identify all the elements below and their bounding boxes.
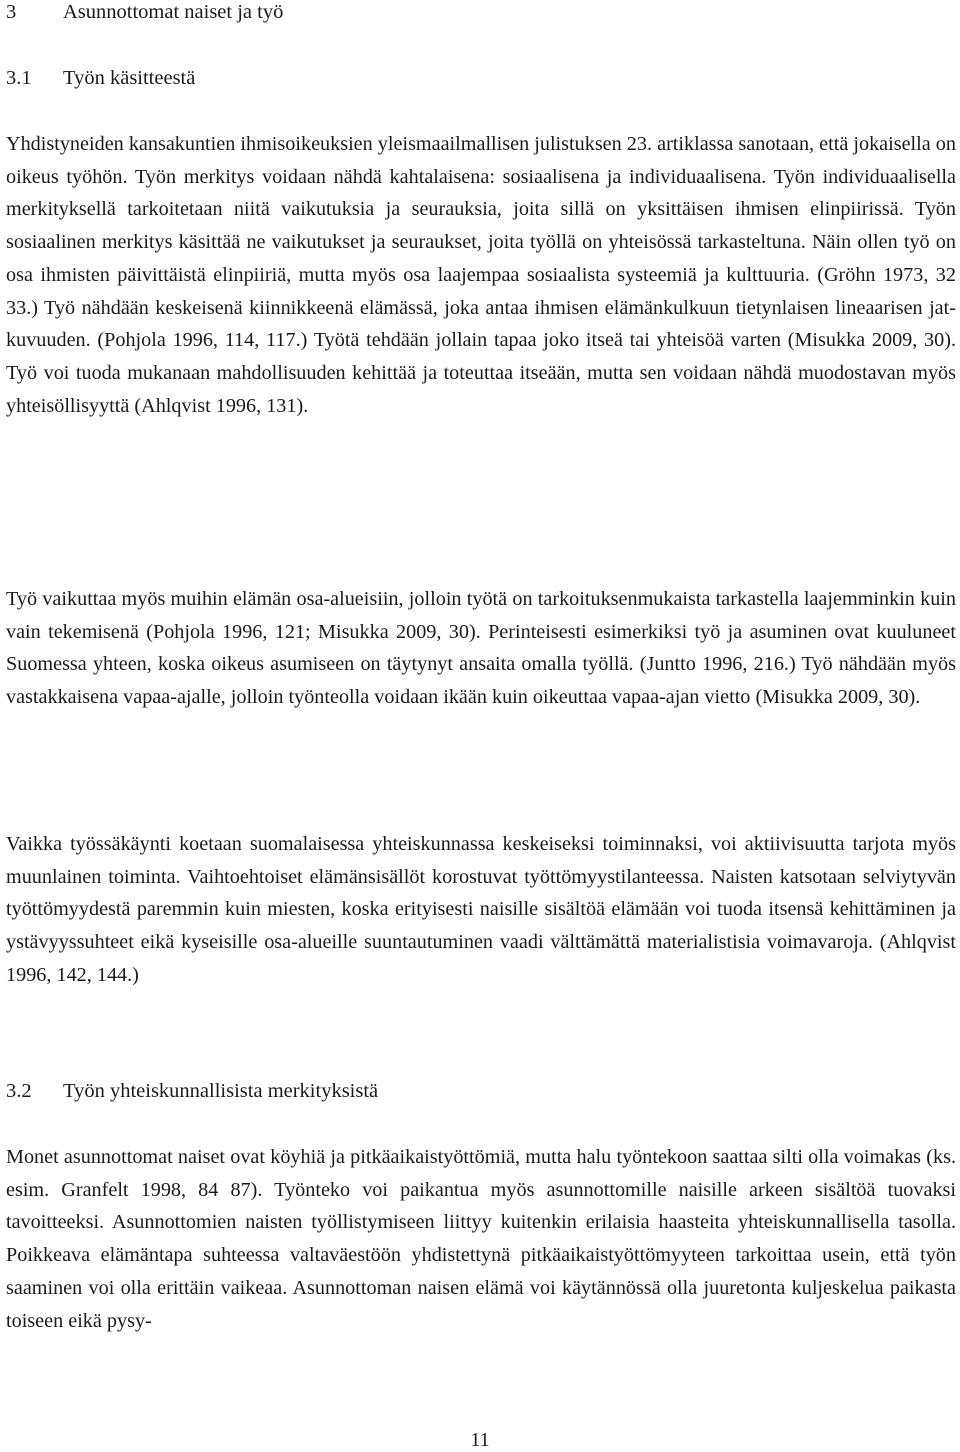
section-heading-2: [6, 1079, 378, 1103]
section-number-2: 3.2: [6, 1080, 32, 1102]
section-title-1: Työn käsitteestä: [63, 67, 196, 89]
paragraph: Yhdistyneiden kansakuntien ihmisoikeuksien yleismaailmallisen julistuksen 23. artiklassa sanotaan, että jokaisella on oikeus työhön. Työn merkitys voidaan nähdä kahtalaisena: sosiaalisena ja individuaalisena. Työn individuaalisella merkityksellä tarkoitetaan niitä vaikutuksia ja seurauksia, joita sillä on yksittäisen ihmisen elinpiirissä. Työn sosiaalinen merkitys käsittää ne vaikutukset ja seuraukset, joita työllä on yhteisössä tarkasteltuna. Näin ollen työ on osa ihmisten päivittäistä elinpiiriä, mutta myös osa laajempaa sosiaalista systeemiä ja kulttuuria. (Gröhn 1973, 32 33.) Työ nähdään keskeisenä kiinnikkeenä elämässä, joka antaa ihmisen elämänkulkuun tietynlaisen lineaarisen jatkuvuuden. (Pohjola 1996, 114, 117.) Työtä tehdään jollain tapaa joko itseä tai yhteisöä varten (Misukka 2009, 30). Työ voi tuoda mukanaan mahdollisuuden kehittää ja toteuttaa itseään, mutta sen voidaan nähdä muodostavan myös yhteisöllisyyttä (Ahlqvist 1996, 131).: [6, 133, 956, 417]
chapter-heading: [6, 0, 283, 24]
section-title-2: Työn yhteiskunnallisista merkityksistä: [63, 1080, 379, 1102]
paragraph: Monet asunnottomat naiset ovat köyhiä ja pitkäaikaistyöttömiä, mutta halu työntekoon saattaa silti olla voimakas (ks. esim. Granfelt 1998, 84 87). Työnteko voi paikantua myös asunnottomille naisille arkeen sisältöä tuovaksi tavoitteeksi. Asunnottomien naisten työllistymiseen liittyy kuitenkin erilaisia haasteita yhteiskunnallisella tasolla. Poikkeava elämäntapa suhteessa valtaväestöön yhdistettynä pitkäaikaistyöttömyyteen tarkoittaa usein, että työn saaminen voi olla erittäin vaikeaa. Asunnottoman naisen elämä voi käytännössä olla juuretonta kuljeskelua paikasta toiseen eikä pysy-: [6, 1146, 956, 1332]
page-number: 11: [470, 1429, 490, 1451]
chapter-number: 3: [6, 1, 17, 23]
section-number-1: 3.1: [6, 67, 32, 89]
section-heading-1: [6, 66, 195, 90]
chapter-title: Asunnottomat naiset ja työ: [63, 1, 284, 23]
paragraph: Vaikka työssäkäynti koetaan suomalaisessa yhteiskunnassa keskeiseksi toiminnaksi, voi aktiivisuutta tarjota myös muunlainen toiminta. Vaihtoehtoiset elämänsisällöt korostuvat työttömyystilanteessa. Naisten katsotaan selviytyvän työttömyydestä paremmin kuin miesten, koska erityisesti naisille sisältöä elämään voi tuoda itsensä kehittäminen ja ystävyyssuhteet eikä kyseisille osa-alueille suuntautuminen vaadi välttämättä materialistisia voimavaroja. (Ahlqvist 1996, 142, 144.): [6, 833, 956, 986]
paragraph: Työ vaikuttaa myös muihin elämän osa-alueisiin, jolloin työtä on tarkoituksenmukaista tarkastella laajemminkin kuin vain tekemisenä (Pohjola 1996, 121; Misukka 2009, 30). Perinteisesti esimerkiksi työ ja asuminen ovat kuuluneet Suomessa yhteen, koska oikeus asumiseen on täytynyt ansaita omalla työllä. (Juntto 1996, 216.) Työ nähdään myös vastakkaisena vapaa-ajalle, jolloin työnteolla voidaan ikään kuin oikeuttaa vapaa-ajan vietto (Misukka 2009, 30).: [6, 588, 956, 709]
